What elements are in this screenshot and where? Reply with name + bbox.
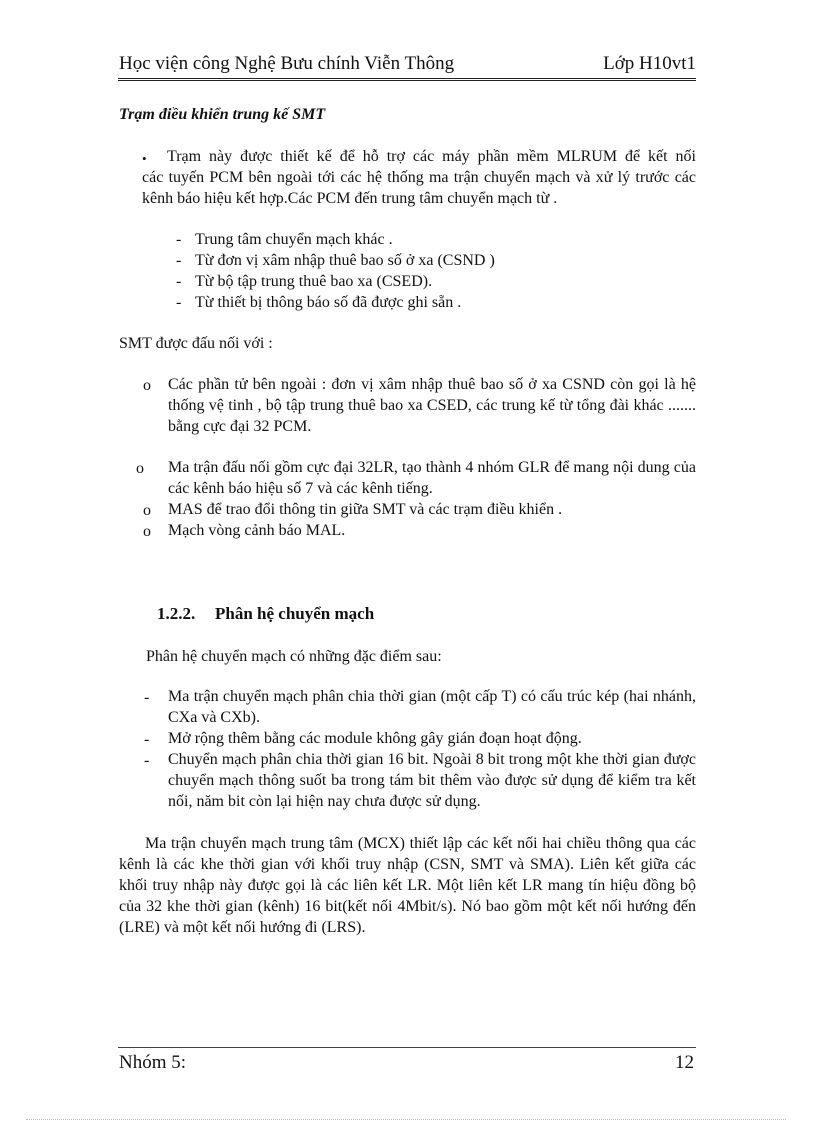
connection-item: Các phần tử bên ngoài : đơn vị xâm nhập thuê bao số ở xa CSND còn gọi là hệ thống vệ tinh , bộ tập trung thuê bao xa CSED, các trung kế từ tổng đài khác ....... bằng cực đại 32 PCM. <box>168 376 696 435</box>
o-bullet: o <box>136 460 144 477</box>
source-dash: - <box>176 231 182 248</box>
smt-intro-first-line: Trạm này được thiết kế để hỗ trợ các máy phần mềm MLRUM để kết nối <box>167 148 696 165</box>
feature-dash: - <box>144 752 150 769</box>
connection-item: Mạch vòng cảnh báo MAL. <box>168 522 346 539</box>
feature-item: Ma trận chuyển mạch phân chia thời gian (một cấp T) có cấu trúc kép (hai nhánh, CXa và CXb). <box>168 688 696 726</box>
mcx-paragraph: Ma trận chuyển mạch trung tâm (MCX) thiết lập các kết nối hai chiều thông qua các kênh là các khe thời gian với khối truy nhập (CSN, SMT và SMA). Liên kết giữa các khối truy nhập này được gọi là các liên kết LR. Một liên kết LR mang tín hiệu đồng bộ của 32 khe thời gian (kênh) 16 bit(kết nối 4Mbit/s). Nó bao gồm một kết nối hướng đến (LRE) và một kết nối hướng đi (LRS). <box>119 835 696 936</box>
source-item: Từ bộ tập trung thuê bao xa (CSED). <box>195 273 433 290</box>
page-bottom-border <box>26 1119 786 1120</box>
header-rule <box>118 78 696 81</box>
header-class: Lớp H10vt1 <box>603 53 696 74</box>
o-bullet: o <box>143 502 151 519</box>
source-dash: - <box>176 252 182 269</box>
bullet-symbol: • <box>142 151 147 166</box>
section-title-smt: Trạm điều khiển trung kế SMT <box>119 106 326 123</box>
smt-connected-to: SMT được đấu nối với : <box>119 335 273 352</box>
connection-item: Ma trận đấu nối gồm cực đại 32LR, tạo thành 4 nhóm GLR để mang nội dung của các kênh báo hiệu số 7 và các kênh tiếng. <box>168 459 696 497</box>
footer-rule <box>118 1047 696 1048</box>
source-dash: - <box>176 273 182 290</box>
source-item: Từ thiết bị thông báo số đã được ghi sẵn . <box>195 294 462 311</box>
connection-item: MAS để trao đổi thông tin giữa SMT và các trạm điều khiển . <box>168 501 563 518</box>
switching-intro: Phân hệ chuyển mạch có những đặc điểm sau: <box>146 648 442 665</box>
o-bullet: o <box>143 523 151 540</box>
feature-item: Mở rộng thêm bằng các module không gây gián đoạn hoạt động. <box>168 730 582 747</box>
source-item: Trung tâm chuyển mạch khác . <box>195 231 393 248</box>
source-item: Từ đơn vị xâm nhập thuê bao số ở xa (CSND ) <box>195 252 495 269</box>
section-number: 1.2.2. <box>157 604 196 623</box>
smt-intro-rest: các tuyến PCM bên ngoài tới các hệ thống ma trận chuyển mạch và xử lý trước các kênh báo hiệu kết hợp.Các PCM đến trung tâm chuyển mạch từ . <box>142 169 696 207</box>
feature-dash: - <box>144 689 150 706</box>
page-number: 12 <box>675 1052 694 1073</box>
section-title-switching: Phân hệ chuyển mạch <box>215 604 375 623</box>
o-bullet: o <box>143 377 151 394</box>
feature-item: Chuyển mạch phân chia thời gian 16 bit. Ngoài 8 bit trong một khe thời gian được chuyển mạch thông suốt ba trong tám bit thêm vào được sử dụng để kiểm tra kết nối, năm bit còn lại hiện nay chưa được sử dụng. <box>168 751 696 810</box>
footer-group: Nhóm 5: <box>119 1052 187 1073</box>
feature-dash: - <box>144 731 150 748</box>
source-dash: - <box>176 294 182 311</box>
header-institution: Học viện công Nghệ Bưu chính Viễn Thông <box>119 53 455 74</box>
